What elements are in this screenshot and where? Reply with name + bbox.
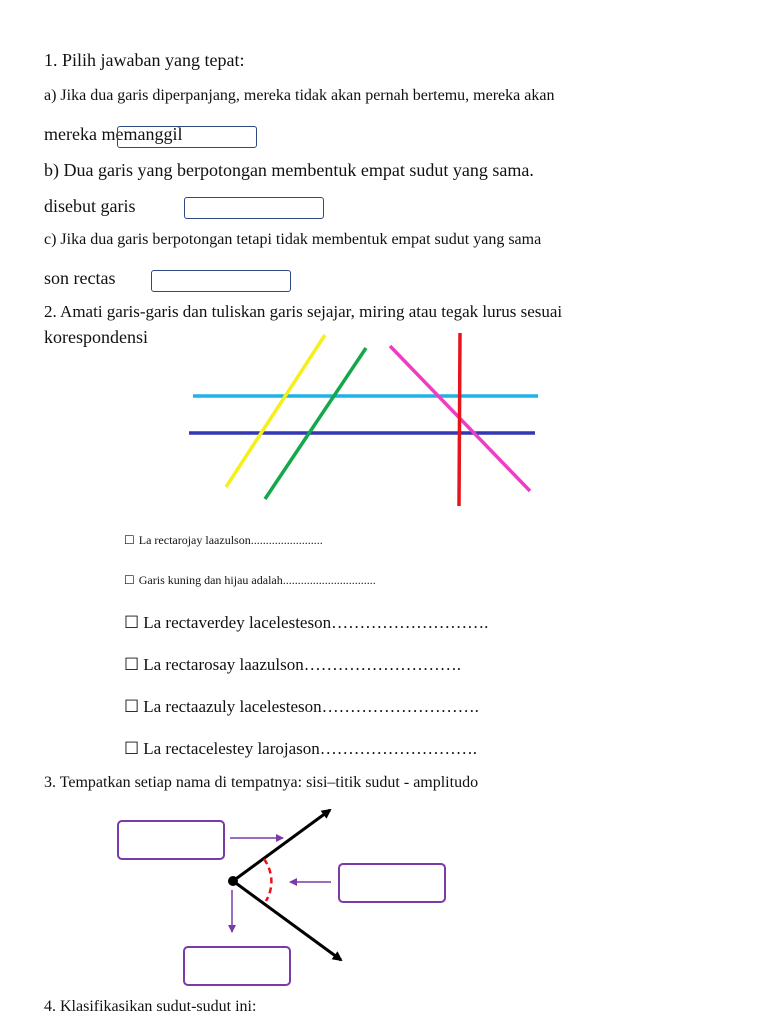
checkbox-icon[interactable]: ☐ (124, 573, 135, 587)
yellow-line (226, 335, 325, 487)
q1-a-text: a) Jika dua garis diperpanjang, mereka tidak akan pernah bertemu, mereka akan (44, 87, 555, 104)
magenta-line (390, 346, 530, 491)
amplitude-label-box[interactable] (338, 863, 446, 903)
angle-upper-side (233, 810, 330, 881)
q2-item-5-dots: ………………………. (321, 697, 479, 716)
q1-c-answer-field[interactable] (151, 270, 291, 292)
green-line (265, 348, 366, 499)
q1-a-answer-field[interactable] (117, 126, 257, 148)
q2-item-1-text: La rectarojay laazulson (138, 533, 251, 547)
q2-item-6-text: La rectacelestey larojason (143, 739, 320, 758)
q1-b-answer-field[interactable] (184, 197, 324, 219)
q2-item-6 (124, 739, 477, 759)
q2-item-5-text: La rectaazuly lacelesteson (143, 697, 322, 716)
q1-title: 1. Pilih jawaban yang tepat: (44, 50, 245, 70)
q2-item-6-dots: ………………………. (319, 739, 478, 758)
vertex-label-box[interactable] (183, 946, 291, 986)
q3-title: 3. Tempatkan setiap nama di tempatnya: sisi–titik sudut - amplitudo (44, 774, 479, 791)
side-label-box[interactable] (117, 820, 225, 860)
q2-item-4 (124, 655, 461, 675)
q2-item-2-dots: ............................... (282, 573, 376, 587)
q2-item-5 (124, 697, 479, 717)
q2-item-4-text: La rectarosay laazulson (143, 655, 304, 674)
q1-c-continuation: son rectas (44, 268, 116, 288)
q2-item-1-dots: ........................ (250, 533, 323, 547)
red-line (459, 333, 460, 506)
q2-title-line2: korespondensi (44, 327, 148, 347)
q1-b-text: b) Dua garis yang berpotongan membentuk empat sudut yang sama. (44, 160, 534, 180)
q2-item-2-text: Garis kuning dan hijau adalah (138, 573, 283, 587)
checkbox-icon[interactable]: ☐ (124, 613, 140, 633)
q1-a-continuation: mereka memanggil (44, 124, 183, 144)
checkbox-icon[interactable]: ☐ (124, 533, 135, 547)
q1-b-continuation: disebut garis (44, 196, 136, 216)
checkbox-icon[interactable]: ☐ (124, 697, 140, 717)
q2-item-3-dots: ………………………. (331, 613, 489, 632)
angle-vertex-point (228, 876, 238, 886)
q4-title: 4. Klasifikasikan sudut-sudut ini: (44, 998, 257, 1015)
q2-item-3-text: La rectaverdey lacelesteson (143, 613, 332, 632)
q2-title-line1: 2. Amati garis-garis dan tuliskan garis sejajar, miring atau tegak lurus sesuai (44, 302, 563, 321)
q2-item-3 (124, 613, 488, 633)
q2-item-1 (124, 533, 323, 548)
amplitude-arc (264, 859, 271, 901)
q2-item-2 (124, 573, 376, 588)
checkbox-icon[interactable]: ☐ (124, 655, 140, 675)
checkbox-icon[interactable]: ☐ (124, 739, 140, 759)
q1-c-text: c) Jika dua garis berpotongan tetapi tidak membentuk empat sudut yang sama (44, 231, 542, 248)
q2-item-4-dots: ………………………. (303, 655, 461, 674)
